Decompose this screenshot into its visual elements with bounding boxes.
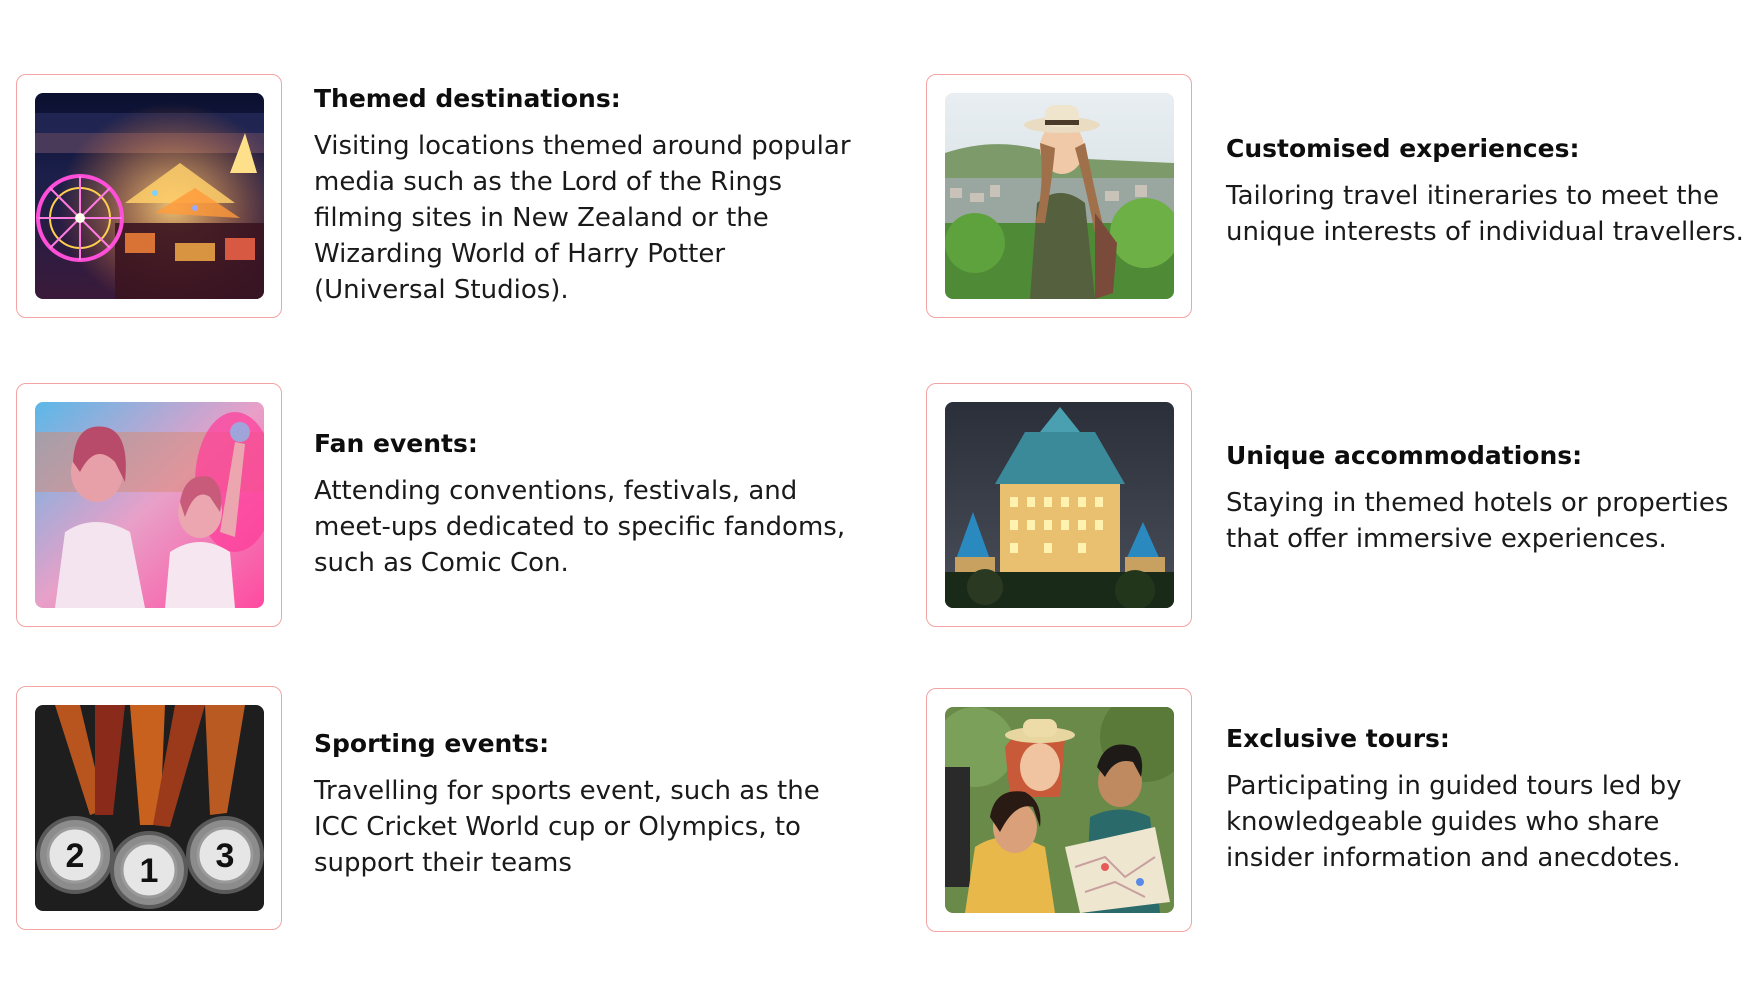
exclusive-tours-text: [1226, 724, 1746, 876]
item-title: Themed destinations:: [314, 84, 621, 113]
unique-accommodations-card: [926, 383, 1192, 627]
unique-accommodations-text: [1226, 441, 1746, 557]
item-description: Visiting locations themed around popular media such as the Lord of the Rings filming sites in New Zealand or the Wizarding World of Harry Potter (Universal Studios).: [314, 131, 851, 305]
fan-events-card: [16, 383, 282, 627]
sporting-events-text: [314, 729, 854, 881]
item-title: Exclusive tours:: [1226, 724, 1450, 753]
item-description: Travelling for sports event, such as the ICC Cricket World cup or Olympics, to support their teams: [314, 776, 820, 878]
customised-experiences-card: [926, 74, 1192, 318]
item-description: Tailoring travel itineraries to meet the unique interests of individual travellers.: [1226, 181, 1744, 247]
castle-hotel-photo: [945, 402, 1174, 608]
fan-events-text: [314, 429, 874, 581]
themed-destinations-text: [314, 84, 854, 308]
item-description: Participating in guided tours led by knowledgeable guides who share insider information and anecdotes.: [1226, 771, 1682, 873]
exclusive-tours-card: [926, 688, 1192, 932]
medal-number-1: 1: [139, 852, 159, 890]
customised-experiences-text: [1226, 134, 1746, 250]
item-description: Attending conventions, festivals, and meet-ups dedicated to specific fandoms, such as Comic Con.: [314, 476, 846, 578]
night-carnival-photo: [35, 93, 264, 299]
tour-group-photo: [945, 707, 1174, 913]
item-title: Sporting events:: [314, 729, 550, 758]
item-title: Customised experiences:: [1226, 134, 1580, 163]
medal-number-3: 3: [215, 837, 235, 875]
medal-number-2: 2: [65, 837, 85, 875]
woman-traveller-photo: [945, 93, 1174, 299]
medals-photo: [35, 705, 264, 911]
item-title: Fan events:: [314, 429, 478, 458]
themed-destinations-card: [16, 74, 282, 318]
color-festival-photo: [35, 402, 264, 608]
sporting-events-card: [16, 686, 282, 930]
item-description: Staying in themed hotels or properties that offer immersive experiences.: [1226, 488, 1729, 554]
item-title: Unique accommodations:: [1226, 441, 1583, 470]
